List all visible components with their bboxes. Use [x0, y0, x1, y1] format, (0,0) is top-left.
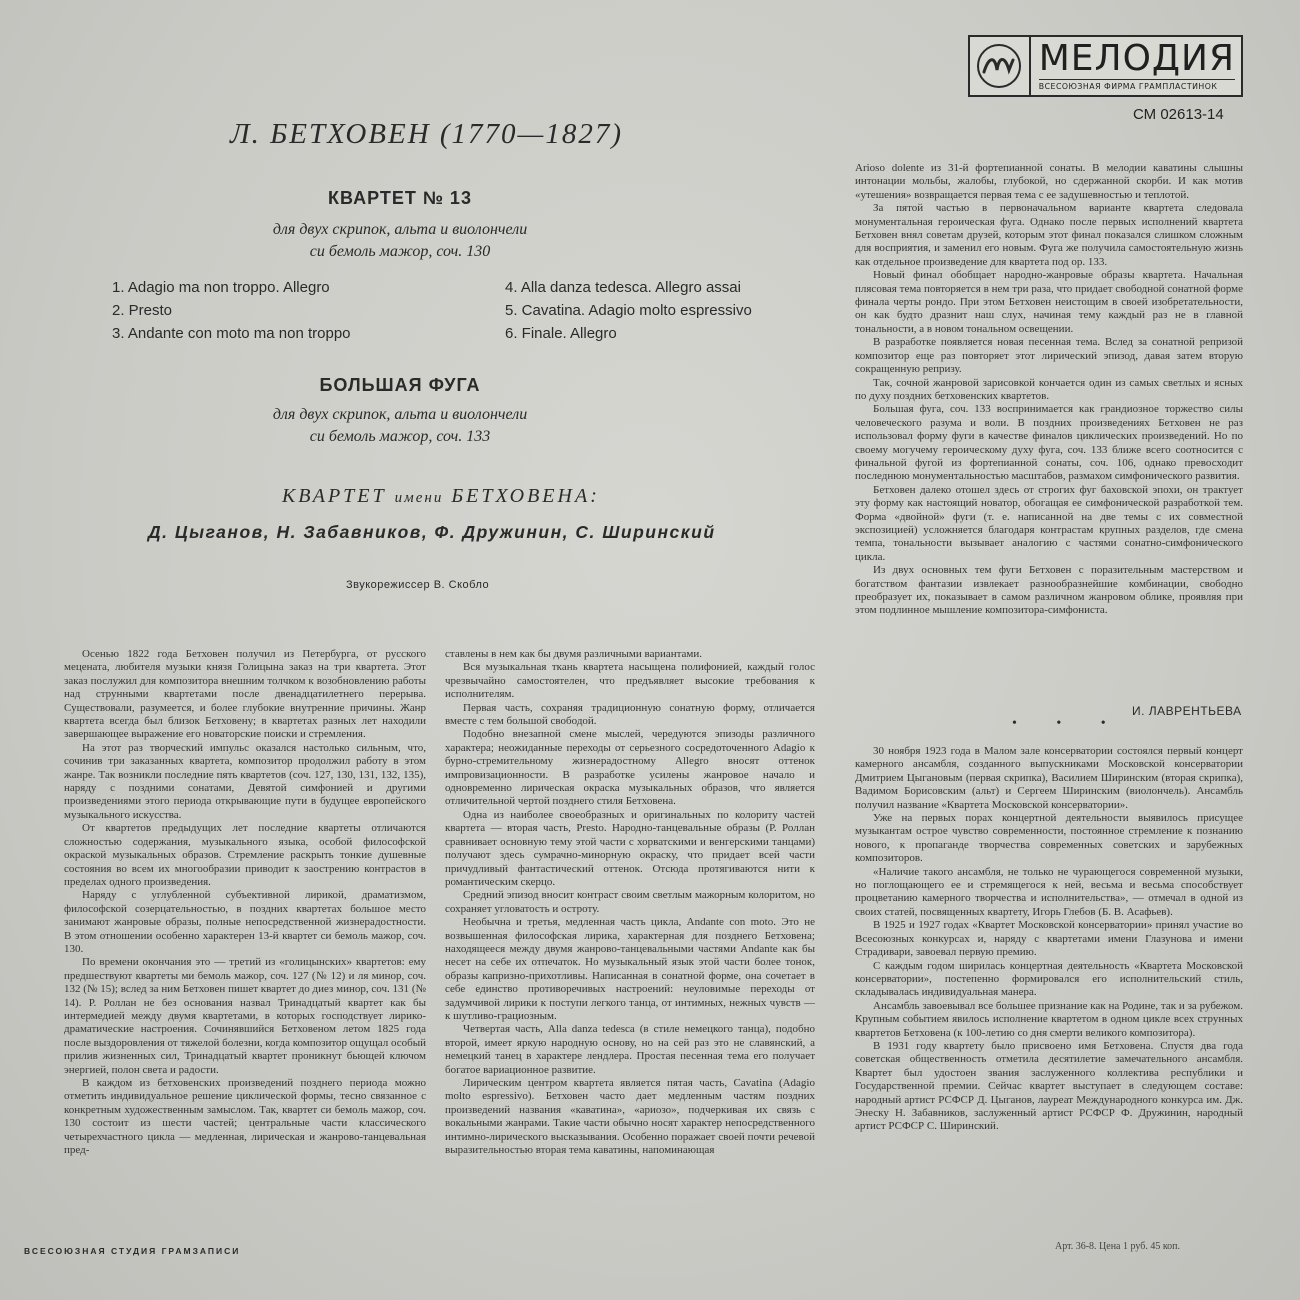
- work2-block: [180, 375, 620, 448]
- paragraph: От квартетов предыдущих лет последние квартеты отличаются сложностью содержания, музыкального языка, особой философской окраской музыкальных образов. Стремление раскрыть тонкие душевные состояния во всем их многообразии приводит к заострению контрастов в пределах одного произведения.: [64, 822, 426, 888]
- paragraph: Уже на первых порах концертной деятельности выявилось присущее музыкантам острое чувство современности, постоянное стремление к познанию нового, к пропаганде творчества современных советских и зарубежных композиторов.: [855, 812, 1243, 865]
- ensemble-name: [282, 485, 600, 508]
- notes-column-4: [855, 745, 1243, 1235]
- work1-key: си бемоль мажор, соч. 130: [309, 243, 491, 260]
- paragraph: Из двух основных тем фуги Бетховен с поразительным мастерством и богатством фантазии извлекает разнообразнейшие комбинации, свободно преобразует их, показывает в самом различном жанровом облике, проявляя при этом подлинное мышление композитора-симфониста.: [855, 564, 1243, 617]
- paragraph: Лирическим центром квартета является пятая часть, Cavatina (Adagio molto espressivo). Бетховен часто дает медленным частям поздних произведений названия «каватина», «ариозо», подчеркивая их связь с вокальными жанрами. Такие части обычно носят характер непосредственного интимно-лирического высказывания. Особенно поражает своей почти речевой выразительностью вторая тема каватины, напоминающая: [445, 1077, 815, 1157]
- movement-5: 5. Cavatina. Adagio molto espressivo: [505, 302, 752, 319]
- paragraph: Первая часть, сохраняя традиционную сонатную форму, отличается вместе с тем большой свободой.: [445, 701, 815, 728]
- paragraph: Новый финал обобщает народно-жанровые образы квартета. Начальная плясовая тема повторяется в нем три раза, что придает свободной сонатной форме финала черты рондо. При этом Бетховен неистощим в своей изобретательности, он как будто дразнит наш слух, начиная тему каждый раз не в главной тональности, а в новом тональном освещении.: [855, 269, 1243, 335]
- sound-engineer: Звукорежиссер В. Скобло: [346, 579, 490, 591]
- paragraph: На этот раз творческий импульс оказался настолько сильным, что, сочинив три заказанных квартета, композитор продолжил работу в этом жанре. Так возникли последние пять квартетов (соч. 127, 130, 131, 132, 135), наряду с поздними сонатами, Девятой симфонией и другими произведениями этого периода открывающие пути в будущее европейского музыкального искусства.: [64, 741, 426, 821]
- movement-2: 2. Presto: [112, 302, 173, 319]
- paragraph: Ансамбль завоевывал все большее признание как на Родине, так и за рубежом. Крупным событием явилось исполнение квартетом в одном цикле всех струнных квартетов Бетховена (к 100-летию со дня смерти великого композитора).: [855, 999, 1243, 1039]
- paragraph: Наряду с углубленной субъективной лирикой, драматизмом, философской созерцательностью, в поздних квартетах большое место занимают жанровые образы, полные непосредственной жизнерадостности. В этом отношении особенно характерен 13-й квартет си бемоль мажор, соч. 130.: [64, 889, 426, 955]
- paragraph: Подобно внезапной смене мыслей, чередуются эпизоды различного характера; неожиданные переходы от серьезного сосредоточенного Adagio к бурно-стремительному жизнерадостному Allegro вносят оттенок импровизационности. В разработке усилены жанровое начало и одновременно лирическая окраска музыкальных образов, что является отличительной чертой позднего стиля Бетховена.: [445, 728, 815, 808]
- paragraph: 30 ноября 1923 года в Малом зале консерватории состоялся первый концерт камерного ансамбля, созданного выпускниками Московской консерватории Дмитрием Цыгановым (первая скрипка), Василием Ширинским (вторая скрипка), Вадимом Борисовским (альт) и Сергеем Ширинским (виолончель). Ансамбль получил название «Квартета Московской консерватории».: [855, 745, 1243, 811]
- movement-4: 4. Alla danza tedesca. Allegro assai: [505, 279, 741, 296]
- composer-heading: Л. БЕТХОВЕН (1770—1827): [230, 118, 623, 150]
- studio-credit: ВСЕСОЮЗНАЯ СТУДИЯ ГРАМЗАПИСИ: [24, 1246, 241, 1256]
- author-signature: И. ЛАВРЕНТЬЕВА: [1132, 704, 1242, 718]
- melodiya-emblem-icon: [970, 37, 1031, 95]
- work2-key: си бемоль мажор, соч. 133: [309, 428, 491, 445]
- movement-1: 1. Adagio ma non troppo. Allegro: [112, 279, 330, 296]
- label-name: МЕЛОДИЯ: [1038, 38, 1235, 79]
- paragraph: За пятой частью в первоначальном варианте квартета следовала монументальная героическая фуга. Однако после первых исполнений квартета Бетховен внял советам друзей, которым этот финал показался слишком сложным для восприятия, и заменил его новым. Фуга же получила самостоятельную жизнь как отдельное произведение для квартета под ор. 133.: [855, 202, 1243, 268]
- paragraph: ставлены в нем как бы двумя различными вариантами.: [445, 648, 703, 660]
- label-subtitle: ВСЕСОЮЗНАЯ ФИРМА ГРАМПЛАСТИНОК: [1038, 82, 1218, 91]
- paragraph: Arioso dolente из 31-й фортепианной сонаты. В мелодии каватины слышны интонации мольбы, жалобы, глубокой, но сдержанной скорби. И как мотив «утешения» возвращается первая тема с ее задушевностью и теплотой.: [855, 162, 1243, 201]
- paragraph: Одна из наиболее своеобразных и оригинальных по колориту частей квартета — вторая часть, Presto. Народно-танцевальные образы (Р. Роллан сравнивает основную тему этой части с хорватскими и венгерскими танцами) получают здесь сумрачно-минорную окраску, что придает всей части причудливый фантастический оттенок. Отсюда протягиваются нити к романтическим скерцо.: [445, 808, 815, 888]
- notes-column-1: [64, 648, 426, 1238]
- section-divider: • • •: [1012, 716, 1124, 731]
- paragraph: По времени окончания это — третий из «голицынских» квартетов: ему предшествуют квартеты ми бемоль мажор, соч. 127 (№ 12) и ля минор, соч. 132 (№ 15); вслед за ним Бетховен пишет квартет до диез минор, соч. 131 (№ 14). Р. Роллан не без основания назвал Тринадцатый квартет как бы интермедией между двумя квартетами, в которых господствует лирико-драматические настроения. Сочинявшийся Бетховеном летом 1825 года после выздоровления от тяжелой болезни, когда композитор ощущал особый прилив жизненных сил, Тринадцатый квартет проникнут бьющей ключом энергией, полон света и радости.: [64, 956, 426, 1076]
- paragraph: С каждым годом ширилась концертная деятельность «Квартета Московской консерватории», постепенно формировался его исполнительский стиль, складывалась индивидуальная манера.: [855, 959, 1243, 999]
- work1-instruments: для двух скрипок, альта и виолончели: [272, 221, 528, 238]
- notes-column-3: [855, 162, 1243, 707]
- paragraph: В 1925 и 1927 годах «Квартет Московской консерватории» принял участие во Всесоюзных конкурсах и, наряду с квартетами имени Глазунова и имени Страдивари, завоевал первую премию.: [855, 919, 1243, 959]
- paragraph: Четвертая часть, Alla danza tedesca (в стиле немецкого танца), подобно второй, имеет яркую народную основу, но на сей раз это не славянский, а немецкий танец в характере лендлера. Простая песенная тема его получает богатое вариационное развитие.: [445, 1023, 815, 1076]
- movement-6: 6. Finale. Allegro: [505, 325, 617, 342]
- paragraph: В разработке появляется новая песенная тема. Вслед за сонатной репризой композитор еще раз повторяет этот лирический эпизод, давая затем вторую сокращенную репризу.: [855, 336, 1243, 376]
- paragraph: Осенью 1822 года Бетховен получил из Петербурга, от русского мецената, любителя музыки князя Голицына заказ на три квартета. Этот заказ послужил для композитора внешним толчком к возобновлению работы над струнными квартетами после двенадцатилетнего перерыва. Существовали, разумеется, и более глубокие внутренние причины. Жанр квартета всегда был близок Бетховену; в квартетах разных лет находили завершающее выражение его новаторские поиски и стремления.: [64, 648, 426, 741]
- movements-right: [505, 276, 752, 345]
- paragraph: В каждом из бетховенских произведений позднего периода можно отметить индивидуальное решение циклической формы, тесно связанное с конкретным художественным замыслом. Так, квартет си бемоль мажор, соч. 130 состоит из шести частей; центральные части классического четырехчастного цикла — медленная, лирическая и жанрово-танцевальная пред-: [64, 1077, 426, 1157]
- paragraph: Необычна и третья, медленная часть цикла, Andante con moto. Это не возвышенная философская лирика, характерная для позднего Бетховена; находящееся между двумя жанрово-танцевальными частями Andante как бы несет на себе их отпечаток. Но музыкальный язык этой части более тонок, образы капризно-прихотливы. Написанная в сонатной форме, она сочетает в себе единство противоречивых настроений: неуловимые переходы от задумчивой лирики к поступи легкого танца, от интимных, нежных чувств — к шутливо-грациозным.: [445, 916, 815, 1022]
- work2-instruments: для двух скрипок, альта и виолончели: [272, 406, 528, 423]
- ensemble-members: Д. Цыганов, Н. Забавников, Ф. Дружинин, С. Ширинский: [148, 522, 716, 542]
- work2-title: БОЛЬШАЯ ФУГА: [319, 375, 481, 395]
- paragraph: Большая фуга, соч. 133 воспринимается как грандиозное торжество силы человеческого разума и воли. В поздних произведениях Бетховен не раз использовал форму фуги в качестве финалов циклических произведений. Но по своему могучему героическому духу фуга, соч. 133 ближе всего соотносится с финальной фугой из фортепианной сонаты, соч. 106, однако превосходит последнюю монументальностью масштабов, размахом симфонического развития.: [855, 403, 1243, 483]
- movements-left: [112, 276, 351, 345]
- paragraph: Средний эпизод вносит контраст своим светлым мажорным колоритом, но сохраняет угловатость и остроту.: [445, 889, 815, 915]
- ensemble-word-quartet: КВАРТЕТ: [282, 485, 387, 507]
- paragraph: Бетховен далеко отошел здесь от строгих фуг баховской эпохи, он трактует эту форму как настоящий новатор, обогащая ее симфонической разработкой тем. Форма «двойной» фуги (т. е. написанной на две темы с их совместной экспозицией) усложняется благодаря контрастам крупных разделов, где смена темпа, тональности вызывает аналогию с частями сонатно-симфонического цикла.: [855, 483, 1243, 563]
- work1-block: [180, 188, 620, 263]
- ensemble-word-beethoven: БЕТХОВЕНА:: [451, 485, 600, 507]
- melodiya-logo: [968, 35, 1243, 97]
- catalog-number: СМ 02613-14: [1133, 106, 1224, 123]
- ensemble-word-named: имени: [394, 490, 444, 506]
- paragraph: «Наличие такого ансамбля, не только не чурающегося современной музыки, но поглощающего ее и стремящегося к ней, весьма и весьма способствует процветанию камерного творчества и исполнительства», — отмечал в одной из своих статей, посвященных квартету, Игорь Глебов (Б. В. Асафьев).: [855, 865, 1243, 918]
- paragraph: Так, сочной жанровой зарисовкой кончается один из самых светлых и ясных по духу поздних бетховенских квартетов.: [855, 376, 1243, 402]
- paragraph: В 1931 году квартету было присвоено имя Бетховена. Спустя два года советская общественность отметила десятилетие замечательного ансамбля. Квартет был удостоен звания заслуженного коллектива республики и Государственной премии. Сейчас квартет выступает в следующем составе: народный артист РСФСР Д. Цыганов, лауреат Международного конкурса им. Дж. Энеску Н. Забавников, заслуженный артист РСФСР Ф. Дружинин, народный артист РСФСР С. Ширинский.: [855, 1039, 1243, 1133]
- movement-3: 3. Andante con moto ma non troppo: [112, 325, 351, 342]
- notes-column-2: [445, 648, 815, 1238]
- price-tag: Арт. 36-8. Цена 1 руб. 45 коп.: [1055, 1241, 1181, 1252]
- paragraph: Вся музыкальная ткань квартета насыщена полифонией, каждый голос чрезвычайно самостоятелен, что предъявляет высокие требования к исполнителям.: [445, 661, 815, 701]
- work1-title: КВАРТЕТ № 13: [328, 188, 472, 208]
